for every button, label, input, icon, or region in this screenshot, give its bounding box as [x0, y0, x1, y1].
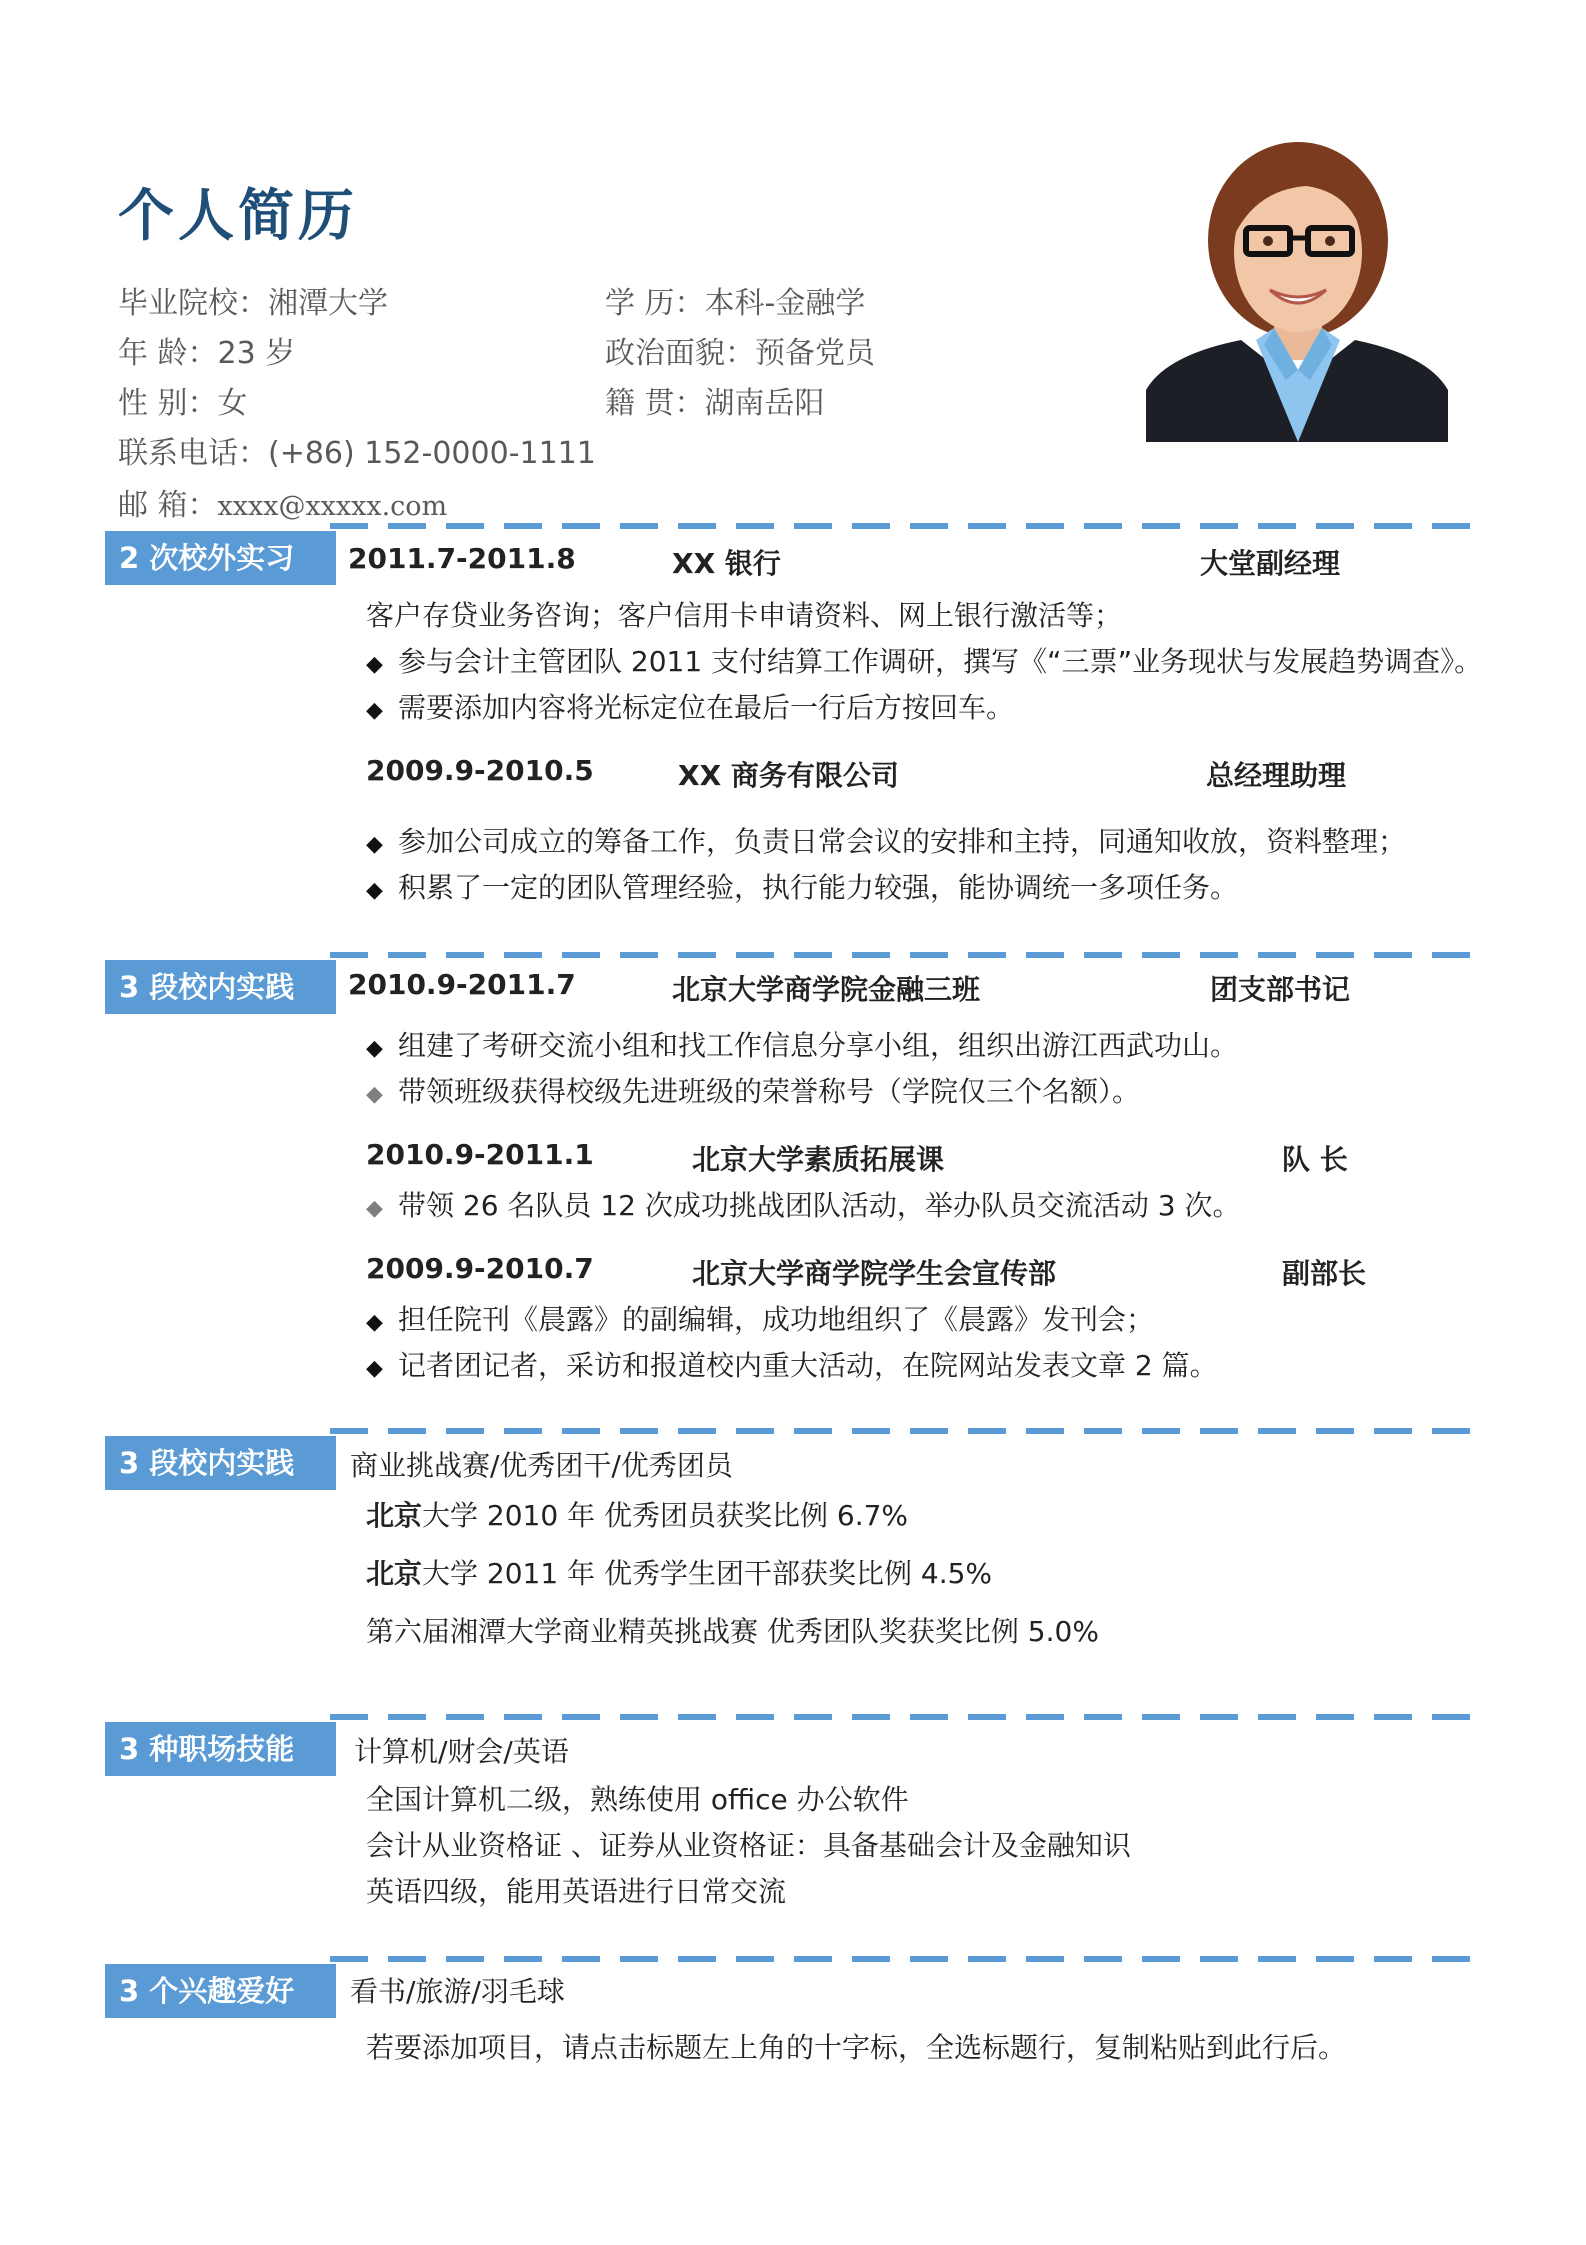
- entry-org: XX 商务有限公司: [678, 759, 899, 792]
- list-item: ◆ 担任院刊《晨露》的副编辑，成功地组织了《晨露》发刊会；: [366, 1303, 1155, 1336]
- diamond-bullet-icon: ◆: [366, 1082, 383, 1107]
- list-item: 北京大学 2010 年 优秀团员获奖比例 6.7%: [366, 1499, 909, 1532]
- tag-connector: [330, 1436, 336, 1490]
- list-item: ◆ 带领 26 名队员 12 次成功挑战团队活动，举办队员交流活动 3 次。: [366, 1189, 1241, 1222]
- school-field: 毕业院校：湘潭大学: [118, 286, 388, 321]
- list-item: ◆ 积累了一定的团队管理经验，执行能力较强，能协调统一多项任务。: [366, 871, 1239, 904]
- tag-connector: [330, 1964, 336, 2018]
- tag-connector: [330, 960, 336, 1014]
- phone-field: 联系电话：(+86) 152-0000-1111: [118, 436, 596, 471]
- entry-date: 2009.9-2010.7: [366, 1252, 594, 1285]
- list-item: 全国计算机二级，熟练使用 office 办公软件: [366, 1783, 909, 1816]
- section-subtitle: 计算机/财会/英语: [354, 1735, 569, 1768]
- section-divider: [330, 1956, 1470, 1962]
- diamond-bullet-icon: ◆: [366, 652, 383, 677]
- list-item: 第六届湘潭大学商业精英挑战赛 优秀团队奖获奖比例 5.0%: [366, 1615, 1099, 1648]
- list-item: ◆ 参与会计主管团队 2011 支付结算工作调研，撰写《“三票”业务现状与发展趋势调查》。: [366, 645, 1483, 678]
- section-subtitle: 看书/旅游/羽毛球: [350, 1975, 565, 2008]
- list-item: ◆ 组建了考研交流小组和找工作信息分享小组，组织出游江西武功山。: [366, 1029, 1239, 1062]
- section-divider: [330, 1714, 1470, 1720]
- hometown-field: 籍 贯：湖南岳阳: [605, 386, 825, 421]
- list-item: 北京大学 2011 年 优秀学生团干部获奖比例 4.5%: [366, 1557, 993, 1590]
- tag-connector: [330, 1722, 336, 1776]
- list-item: 若要添加项目，请点击标题左上角的十字标，全选标题行，复制粘贴到此行后。: [366, 2031, 1347, 2064]
- list-item: ◆ 参加公司成立的筹备工作，负责日常会议的安排和主持，同通知收放，资料整理；: [366, 825, 1407, 858]
- entry-role: 副部长: [1282, 1257, 1367, 1290]
- section-tag-internship: 2 次校外实习: [105, 531, 331, 585]
- diamond-bullet-icon: ◆: [366, 1310, 383, 1335]
- list-item: 客户存贷业务咨询；客户信用卡申请资料、网上银行激活等；: [366, 599, 1123, 632]
- gender-field: 性 别：女: [118, 386, 248, 421]
- section-tag-hobbies: 3 个兴趣爱好: [105, 1964, 331, 2018]
- diamond-bullet-icon: ◆: [366, 1036, 383, 1061]
- diamond-bullet-icon: ◆: [366, 1356, 383, 1381]
- list-item: 英语四级，能用英语进行日常交流: [366, 1875, 787, 1908]
- page-title: 个人简历: [118, 184, 358, 249]
- entry-org: 北京大学商学院学生会宣传部: [692, 1257, 1057, 1290]
- entry-org: XX 银行: [672, 547, 781, 580]
- tag-connector: [330, 531, 336, 585]
- diamond-bullet-icon: ◆: [366, 832, 383, 857]
- diamond-bullet-icon: ◆: [366, 698, 383, 723]
- politics-field: 政治面貌：预备党员: [605, 336, 875, 371]
- entry-date: 2009.9-2010.5: [366, 754, 594, 787]
- entry-org: 北京大学素质拓展课: [692, 1143, 945, 1176]
- section-subtitle: 商业挑战赛/优秀团干/优秀团员: [350, 1449, 733, 1482]
- age-field: 年 龄：23 岁: [118, 336, 296, 371]
- list-item: ◆ 带领班级获得校级先进班级的荣誉称号（学院仅三个名额）。: [366, 1075, 1141, 1108]
- entry-date: 2011.7-2011.8: [348, 542, 576, 575]
- email-label: 邮 箱：: [118, 488, 218, 523]
- list-item: ◆ 记者团记者，采访和报道校内重大活动，在院网站发表文章 2 篇。: [366, 1349, 1218, 1382]
- list-item: 会计从业资格证 、证券从业资格证：具备基础会计及金融知识: [366, 1829, 1131, 1862]
- entry-date: 2010.9-2011.1: [366, 1138, 594, 1171]
- section-tag-campus: 3 段校内实践: [105, 960, 331, 1014]
- entry-org: 北京大学商学院金融三班: [672, 973, 981, 1006]
- section-divider: [330, 523, 1470, 529]
- email-field: [118, 480, 447, 524]
- section-divider: [330, 1428, 1470, 1434]
- entry-role: 队 长: [1282, 1143, 1348, 1176]
- entry-role: 团支部书记: [1210, 973, 1351, 1006]
- diamond-bullet-icon: ◆: [366, 1196, 383, 1221]
- entry-date: 2010.9-2011.7: [348, 968, 576, 1001]
- section-tag-honors: 3 段校内实践: [105, 1436, 331, 1490]
- email-value: xxxx@xxxxx.com: [217, 491, 448, 522]
- entry-role: 总经理助理: [1206, 759, 1347, 792]
- profile-photo: [1146, 140, 1448, 442]
- section-tag-skills: 3 种职场技能: [105, 1722, 331, 1776]
- section-divider: [330, 952, 1470, 958]
- list-item: ◆ 需要添加内容将光标定位在最后一行后方按回车。: [366, 691, 1015, 724]
- entry-role: 大堂副经理: [1200, 547, 1341, 580]
- diamond-bullet-icon: ◆: [366, 878, 383, 903]
- degree-field: 学 历：本科-金融学: [605, 286, 866, 321]
